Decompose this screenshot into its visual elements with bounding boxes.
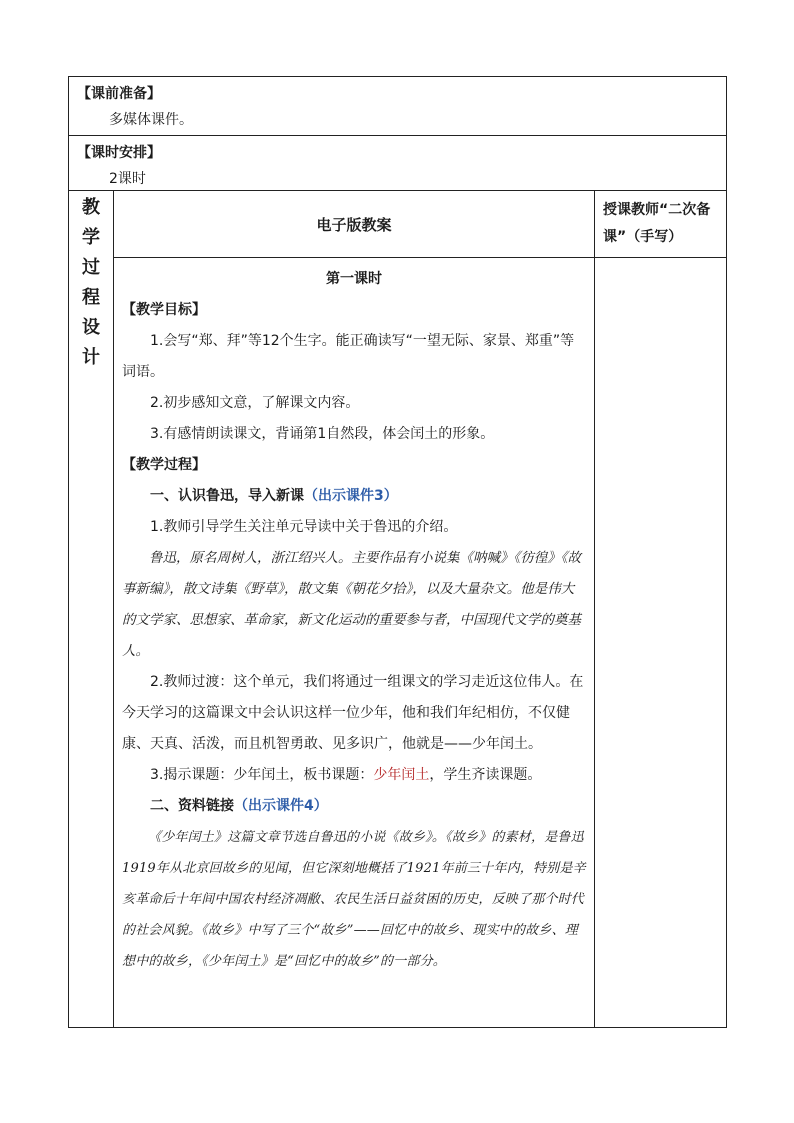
schedule-heading: 【课时安排】 [69,136,727,165]
process-heading: 【教学过程】 [122,457,206,473]
luxun-intro-quote: 鲁迅，原名周树人，浙江绍兴人。主要作品有小说集《呐喊》《彷徨》《故事新编》，散文诗集《野草》，散文集《朝花夕拾》，以及大量杂文。他是伟大的文学家、思想家、革命家，新文化运动的重要参与者，中国现代文学的奠基人。 [122,550,581,659]
p3-text: 3.揭示课题：少年闰土，板书课题： [150,767,374,783]
lesson-title: 第一课时 [326,271,382,287]
prep-heading: 【课前准备】 [69,77,727,106]
side-label-char: 设 [82,317,100,338]
paragraph-2: 2.教师过渡：这个单元，我们将通过一组课文的学习走近这位伟人。在今天学习的这篇课文中会认识这样一位少年，他和我们年纪相仿，不仅健康、天真、活泼，而且机智勇敢、见多识广，他就是——少年闰土。 [122,674,584,752]
prep-body: 多媒体课件。 [69,105,727,136]
part1-heading [122,481,586,512]
schedule-body-row [69,164,727,191]
background-quote: 《少年闰土》这篇文章节选自鲁迅的小说《故乡》。《故乡》的素材，是鲁迅1919年从北京回故乡的见闻，但它深刻地概括了1921年前三十年内，特别是辛亥革命后十年间中国农村经济凋敝、农民生活日益贫困的历史，反映了那个时代的社会风貌。《故乡》中写了三个“故乡”——回忆中的故乡、现实中的故乡、理想中的故乡，《少年闰土》是“回忆中的故乡”的一部分。 [122,830,586,969]
prep-heading-row [69,77,727,106]
right-header: 授课教师“二次备课”（手写） [595,191,727,258]
paragraph-1: 1.教师引导学生关注单元导读中关于鲁迅的介绍。 [150,519,458,535]
goal-item: 1.会写“郑、拜”等12个生字。能正确读写“一望无际、家景、郑重”等词语。 [122,333,575,380]
part1-tag: （出示课件3） [304,488,398,504]
content-row [69,258,727,1028]
part2-tag: （出示课件4） [234,798,328,814]
paragraph-3 [122,760,586,791]
side-label-char: 计 [82,347,100,368]
schedule-body: 2课时 [69,164,727,191]
part1-title: 一、认识鲁迅，导入新课 [150,488,304,504]
side-label-char: 学 [82,227,100,248]
schedule-heading-row [69,136,727,165]
p3-text-end: ，学生齐读课题。 [429,767,542,783]
lesson-plan-table [68,76,727,1028]
side-label-char: 教 [82,197,100,218]
side-label [69,191,114,1028]
goal-item: 2.初步感知文意，了解课文内容。 [150,395,360,411]
goals-heading: 【教学目标】 [122,302,206,318]
header-row [69,191,727,258]
part2-title: 二、资料链接 [150,798,234,814]
board-title: 少年闰土 [373,767,430,783]
side-label-char: 程 [82,287,100,308]
side-label-char: 过 [82,257,100,278]
center-header: 电子版教案 [114,191,595,258]
prep-body-row [69,105,727,136]
part2-heading [122,791,586,822]
goal-item: 3.有感情朗读课文，背诵第1自然段，体会闰土的形象。 [150,426,495,442]
handwritten-notes-cell [595,258,727,1028]
lesson-content [114,258,595,1028]
